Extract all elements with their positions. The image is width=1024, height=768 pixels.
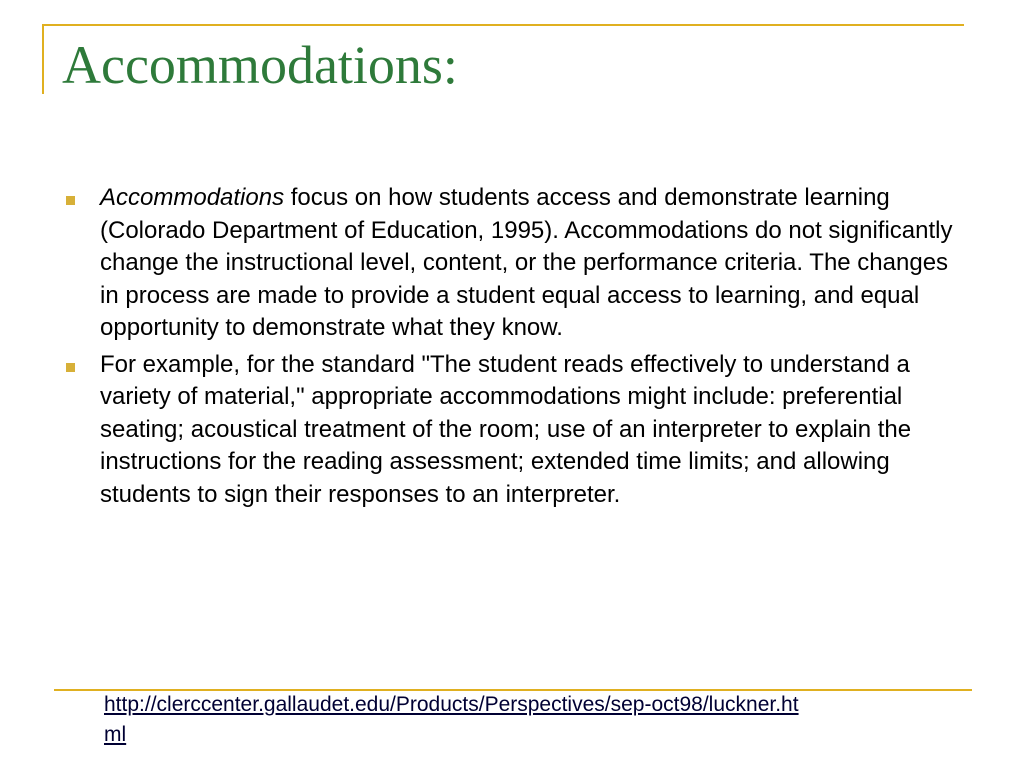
bullet-text: For example, for the standard "The student reads effectively to understand a variety of material," appropriate accommodations might include: preferential seating; acoustical treatment of the room; use of an interpreter to explain the instructions for the reading assessment; extended time limits; and allowing students to sign their responses to an interpreter. [100,350,912,508]
bullet-list [62,182,962,515]
square-bullet-icon [66,363,75,372]
bullet-text: focus on how students access and demonstrate learning (Colorado Department of Education, 1995). Accommodations do not significantly change the instructional level, content, or the performance criteria. The changes in process are made to provide a student equal access to learning, and equal opportunity to demonstrate what they know. [100,184,953,341]
frame-top-border [42,24,964,26]
square-bullet-icon [66,196,75,205]
slide-title: Accommodations: [62,35,458,95]
bullet-item-accommodations-definition [62,182,962,345]
bullet-item-example [62,349,962,512]
frame-left-border [42,24,44,94]
source-link[interactable]: http://clerccenter.gallaudet.edu/Products/Perspectives/sep-oct98/luckner.html [104,693,799,746]
bullet-emphasis: Accommodations [100,184,285,211]
